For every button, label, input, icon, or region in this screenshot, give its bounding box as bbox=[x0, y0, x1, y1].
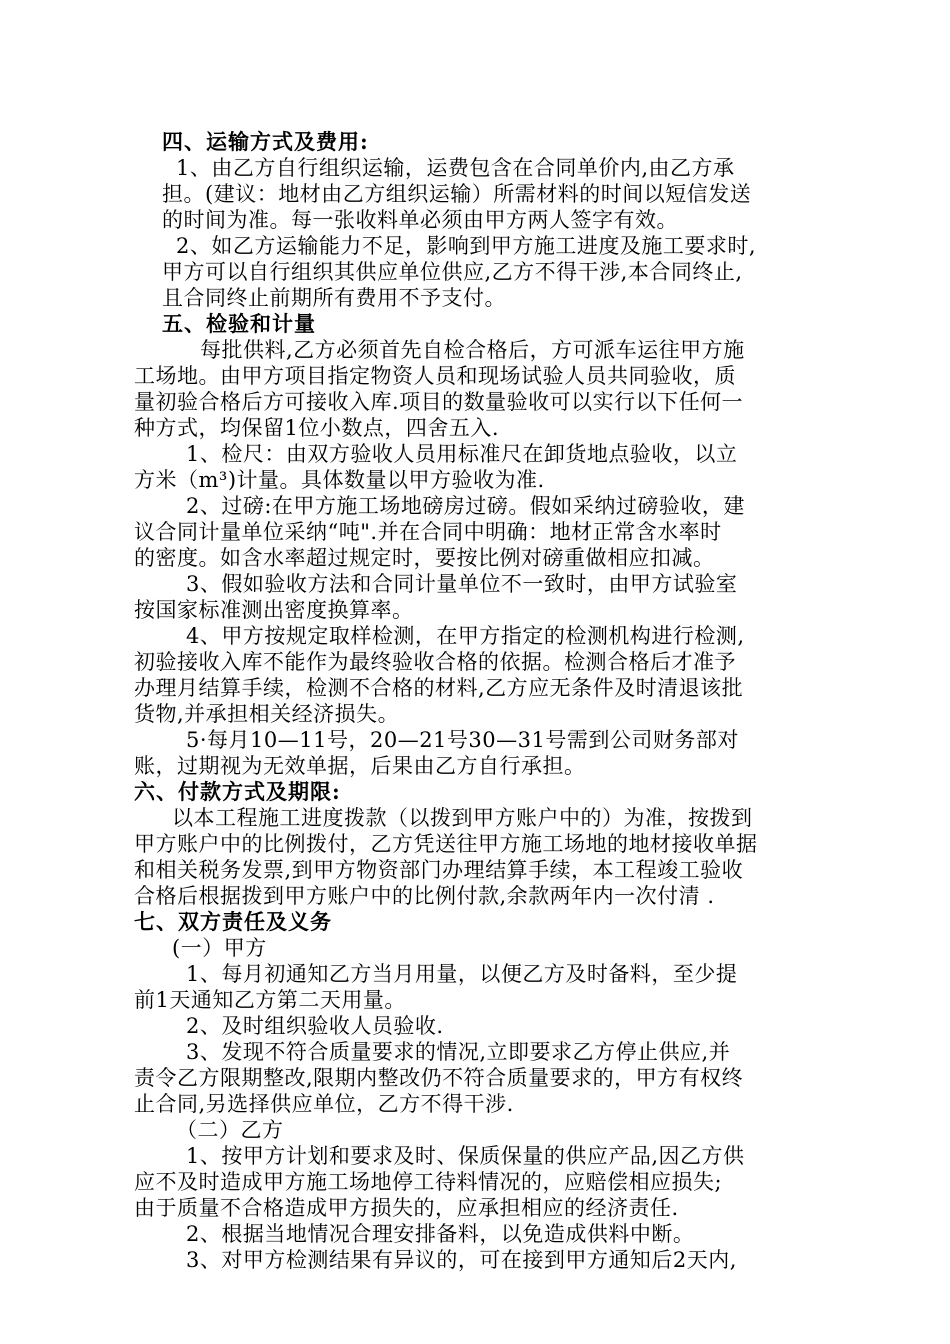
paragraph-line: 以本工程施工进度拨款（以拨到甲方账户中的）为准，按拨到 bbox=[172, 806, 753, 830]
paragraph-line: 每批供料,乙方必须首先自检合格后，方可派车运往甲方施 bbox=[200, 338, 745, 362]
paragraph-line: 止合同,另选择供应单位，乙方不得干涉. bbox=[134, 1092, 514, 1116]
paragraph-line: 4、甲方按规定取样检测，在甲方指定的检测机构进行检测, bbox=[186, 624, 745, 648]
paragraph-line: 3、对甲方检测结果有异议的，可在接到甲方通知后2天内, bbox=[186, 1248, 737, 1272]
paragraph-line: 1、按甲方计划和要求及时、保质保量的供应产品,因乙方供 bbox=[186, 1144, 745, 1168]
paragraph-line: 1、由乙方自行组织运输，运费包含在合同单价内,由乙方承 bbox=[176, 156, 735, 180]
paragraph-line: 办理月结算手续，检测不合格的材料,乙方应无条件及时清退该批 bbox=[134, 676, 744, 700]
subsection-heading-party-a: (一）甲方 bbox=[172, 936, 267, 960]
paragraph-line: 3、发现不符合质量要求的情况,立即要求乙方停止供应,并 bbox=[186, 1040, 731, 1064]
paragraph-line: 账，过期视为无效单据，后果由乙方自行承担。 bbox=[134, 754, 586, 778]
section-heading-4: 四、运输方式及费用: bbox=[162, 129, 369, 154]
section-heading-5: 五、检验和计量 bbox=[162, 311, 316, 336]
paragraph-line: 2、如乙方运输能力不足，影响到甲方施工进度及施工要求时, bbox=[176, 234, 757, 258]
section-heading-7: 七、双方责任及义务 bbox=[134, 909, 332, 934]
paragraph-line: 初验接收入库不能作为最终验收合格的依据。检测合格后才准予 bbox=[134, 650, 736, 674]
paragraph-line: 种方式，均保留1位小数点，四舍五入. bbox=[134, 416, 500, 440]
paragraph-line: 和相关税务发票,到甲方物资部门办理结算手续，本工程竣工验收 bbox=[134, 858, 744, 882]
paragraph-line: 5·每月10—11号，20—21号30—31号需到公司财务部对 bbox=[186, 728, 739, 752]
paragraph-line: 按国家标准测出密度换算率。 bbox=[134, 598, 414, 622]
paragraph-line: 1、每月初通知乙方当月用量，以便乙方及时备料，至少提 bbox=[186, 962, 738, 986]
paragraph-line: 2、及时组织验收人员验收. bbox=[186, 1014, 444, 1038]
paragraph-line: 由于质量不合格造成甲方损失的，应承担相应的经济责任. bbox=[134, 1196, 679, 1220]
paragraph-line: 量初验合格后方可接收入库.项目的数量验收可以实行以下任何一 bbox=[134, 390, 744, 414]
subsection-heading-party-b: （二）乙方 bbox=[176, 1118, 284, 1142]
paragraph-line: 担。(建议：地材由乙方组织运输）所需材料的时间以短信发送 bbox=[162, 182, 752, 206]
paragraph-line: 应不及时造成甲方施工场地停工待料情况的，应赔偿相应损失; bbox=[134, 1170, 723, 1194]
paragraph-line: 的密度。如含水率超过规定时，要按比例对磅重做相应扣减。 bbox=[134, 546, 715, 570]
paragraph-line: 前1天通知乙方第二天用量。 bbox=[134, 988, 406, 1012]
paragraph-line: 工场地。由甲方项目指定物资人员和现场试验人员共同验收，质 bbox=[134, 364, 736, 388]
paragraph-line: 2、根据当地情况合理安排备料，以免造成供料中断。 bbox=[186, 1222, 695, 1246]
paragraph-line: 甲方可以自行组织其供应单位供应,乙方不得干涉,本合同终止, bbox=[162, 260, 743, 284]
paragraph-line: 2、过磅:在甲方施工场地磅房过磅。假如采纳过磅验收，建 bbox=[186, 494, 745, 518]
paragraph-line: 方米（m³)计量。具体数量以甲方验收为准. bbox=[134, 468, 545, 492]
paragraph-line: 合格后根据拨到甲方账户中的比例付款,余款两年内一次付清 . bbox=[134, 884, 715, 908]
paragraph-line: 责令乙方限期整改,限期内整改仍不符合质量要求的，甲方有权终 bbox=[134, 1066, 744, 1090]
paragraph-line: 甲方账户中的比例拨付，乙方凭送往甲方施工场地的地材接收单据 bbox=[134, 832, 758, 856]
paragraph-line: 且合同终止前期所有费用不予支付。 bbox=[162, 286, 506, 310]
section-heading-6: 六、付款方式及期限: bbox=[134, 779, 341, 804]
paragraph-line: 1、检尺：由双方验收人员用标准尺在卸货地点验收，以立 bbox=[186, 442, 738, 466]
paragraph-line: 议合同计量单位采纳“吨".并在合同中明确：地材正常含水率时 bbox=[134, 520, 722, 544]
paragraph-line: 3、假如验收方法和合同计量单位不一致时，由甲方试验室 bbox=[186, 572, 738, 596]
paragraph-line: 货物,并承担相关经济损失。 bbox=[134, 702, 400, 726]
paragraph-line: 的时间为准。每一张收料单必须由甲方两人签字有效。 bbox=[162, 208, 678, 232]
